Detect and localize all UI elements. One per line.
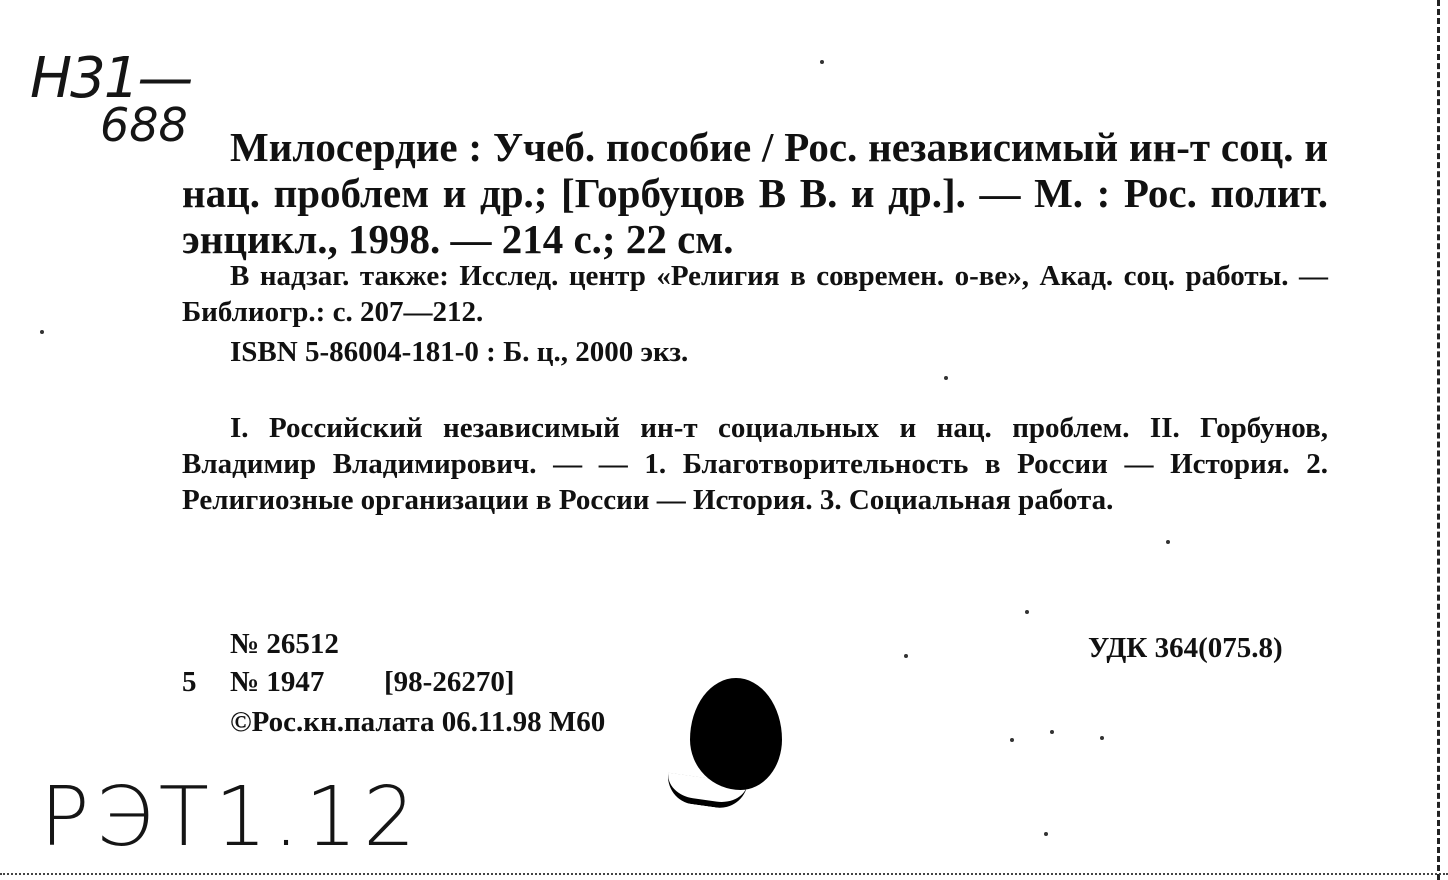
handwritten-shelfmark-line2: 688 [100,98,188,152]
registration-copyright: ©Рос.кн.палата 06.11.98 М60 [230,706,606,738]
record-isbn: ISBN 5-86004-181-0 : Б. ц., 2000 экз. [230,336,689,368]
registration-code: [98-26270] [384,666,515,698]
card-edge-right [1437,0,1444,880]
registration-card-number: № 1947 [230,666,325,698]
record-notes: В надзаг. также: Исслед. центр «Религия в современ. о-ве», Акад. соц. работы. — Библиогр.: с. 207—212. [182,260,1328,328]
handwritten-shelfmark-line1: Н31— [30,46,192,111]
registration-number: № 26512 [230,628,339,660]
record-subjects: I. Российский независимый ин-т социальных и нац. проблем. II. Горбунов, Владимир Владимирович. — — 1. Благотворительность в России — История. 2. Религиозные организации в России — История. 3. Социальная работа. [182,412,1328,516]
handwritten-bottom-code: РЭТ1.12 [40,770,422,865]
ink-blot [690,678,782,790]
registration-copy-count: 5 [182,666,197,698]
record-title-block: Милосердие : Учеб. пособие / Рос. независимый ин-т соц. и нац. проблем и др.; [Горбуцов В В. и др.]. — М. : Рос. полит. энцикл., 1998. — 214 с.; 22 см. [182,124,1328,262]
udk-code: УДК 364(075.8) [1088,632,1283,664]
card-edge-bottom [0,873,1448,878]
